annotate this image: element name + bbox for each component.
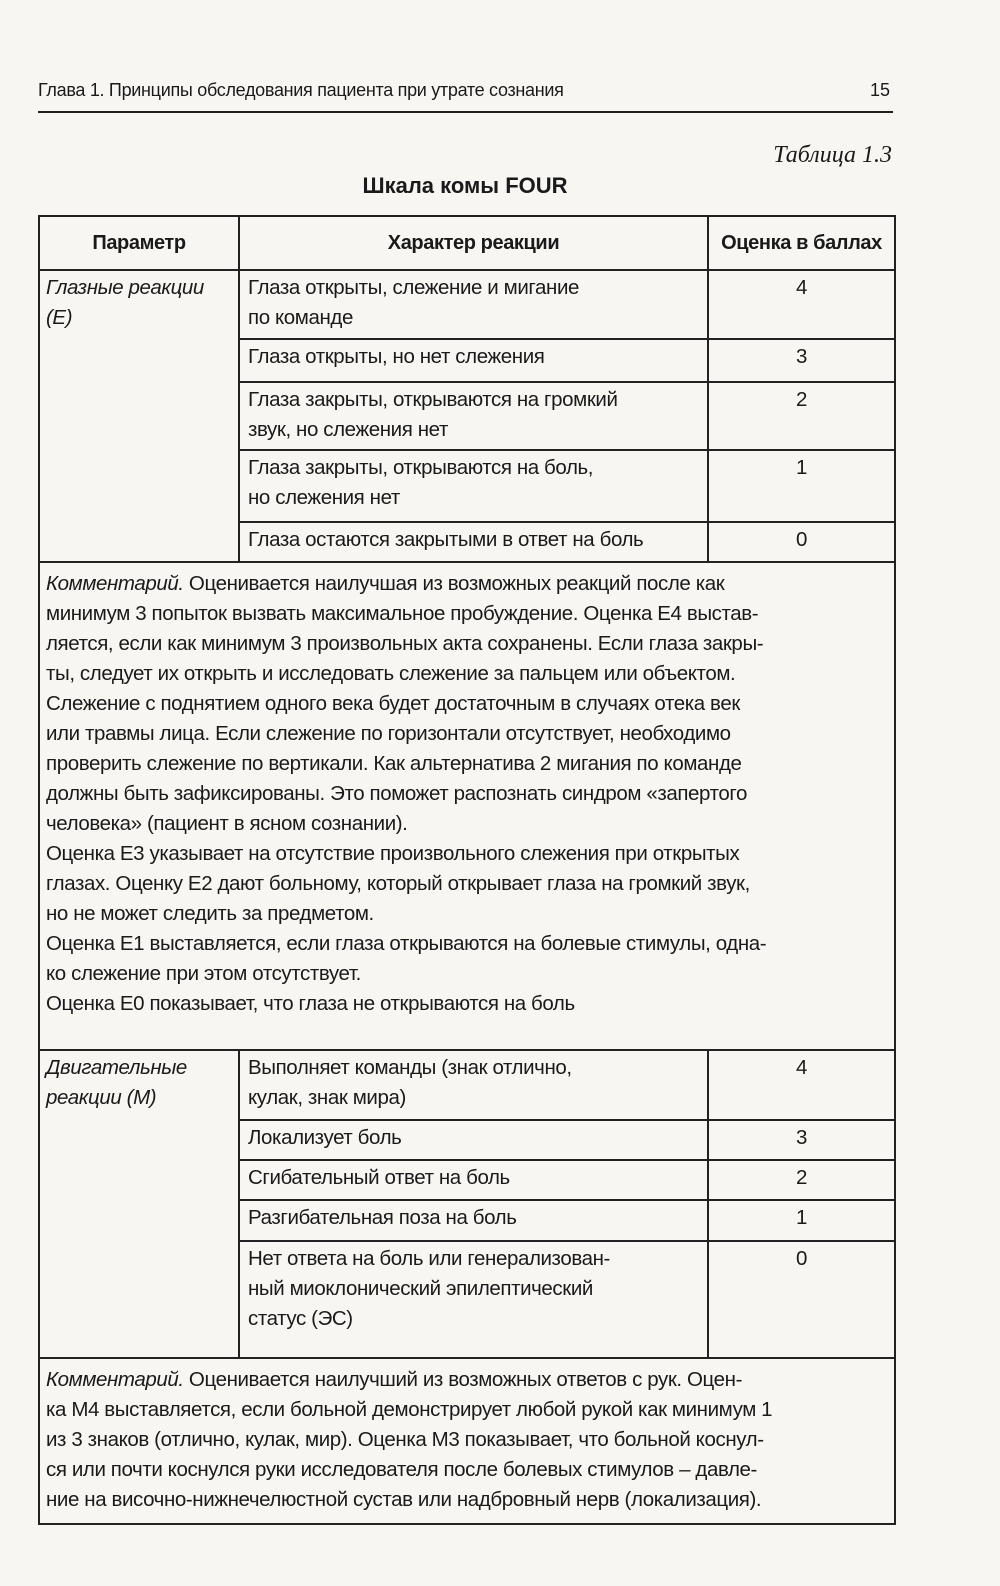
comment-text: глазах. Оценку E2 дают больному, который открывает глаза на громкий звук,	[46, 872, 750, 895]
score-cell: 4	[708, 1050, 895, 1120]
page-number: 15	[870, 80, 891, 100]
reaction-cell	[239, 1241, 708, 1358]
comment-text: ся или почти коснулся руки исследователя после болевых стимулов – давле-	[46, 1458, 757, 1481]
reaction-cell	[239, 382, 708, 450]
comment-row	[39, 1358, 895, 1524]
reaction-text: Глаза остаются закрытыми в ответ на боль	[248, 528, 644, 551]
score-cell: 0	[708, 522, 895, 562]
reaction-text: Нет ответа на боль или генерализован-	[248, 1247, 610, 1270]
reaction-text: Локализует боль	[248, 1126, 402, 1149]
comment-row	[39, 562, 895, 1050]
parameter-cell	[39, 1050, 239, 1358]
reaction-text: Глаза закрыты, открываются на громкий	[248, 388, 618, 411]
chapter-header: Глава 1. Принципы обследования пациента при утрате сознания	[38, 80, 564, 100]
score-cell: 1	[708, 450, 895, 522]
comment-text: проверить слежение по вертикали. Как альтернатива 2 мигания по команде	[46, 752, 742, 775]
reaction-text: Сгибательный ответ на боль	[248, 1166, 510, 1189]
reaction-text: Глаза открыты, но нет слежения	[248, 345, 545, 368]
reaction-text: Разгибательная поза на боль	[248, 1206, 517, 1229]
comment-text: Оценивается наилучший из возможных ответов с рук. Оцен-	[183, 1368, 743, 1391]
reaction-text: кулак, знак мира)	[248, 1086, 406, 1109]
table-row	[39, 1050, 895, 1120]
reaction-text: но слежения нет	[248, 486, 400, 509]
reaction-text: звук, но слежения нет	[248, 418, 448, 441]
table-label: Таблица 1.3	[773, 142, 892, 168]
comment-cell	[39, 1358, 895, 1524]
comment-text: Оценка E0 показывает, что глаза не открываются на боль	[46, 992, 575, 1015]
parameter-label: реакции (M)	[46, 1086, 157, 1109]
comment-text: человека» (пациент в ясном сознании).	[46, 812, 408, 835]
comment-text: ты, следует их открыть и исследовать слежение за пальцем или объектом.	[46, 662, 736, 685]
parameter-label: Глазные реакции	[46, 276, 204, 299]
score-cell: 1	[708, 1200, 895, 1241]
parameter-label: Двигательные	[46, 1056, 187, 1079]
column-header: Параметр	[39, 216, 239, 270]
comment-text: Оценивается наилучшая из возможных реакций после как	[183, 572, 725, 595]
reaction-cell	[239, 1200, 708, 1241]
score-cell: 3	[708, 1120, 895, 1160]
reaction-text: по команде	[248, 306, 353, 329]
parameter-cell	[39, 270, 239, 562]
reaction-cell	[239, 522, 708, 562]
comment-text: ние на височно-нижнечелюстной сустав или надбровный нерв (локализация).	[46, 1488, 762, 1511]
table-row	[39, 270, 895, 339]
header-rule	[38, 111, 893, 113]
score-cell: 0	[708, 1241, 895, 1358]
comment-text: Слежение с поднятием одного века будет достаточным в случаях отека век	[46, 692, 740, 715]
comment-cell	[39, 562, 895, 1050]
comment-text: должны быть зафиксированы. Это поможет распознать синдром «запертого	[46, 782, 747, 805]
comment-text: из 3 знаков (отлично, кулак, мир). Оценка M3 показывает, что больной коснул-	[46, 1428, 764, 1451]
column-header: Оценка в баллах	[708, 216, 895, 270]
reaction-text: Глаза открыты, слежение и мигание	[248, 276, 579, 299]
table-header-row	[39, 216, 895, 270]
table-title: Шкала комы FOUR	[362, 173, 568, 198]
score-cell: 3	[708, 339, 895, 382]
comment-text: но не может следить за предметом.	[46, 902, 374, 925]
comment-text: ка M4 выставляется, если больной демонстрирует любой рукой как минимум 1	[46, 1398, 773, 1421]
reaction-cell	[239, 1160, 708, 1200]
comment-text: ляется, если как минимум 3 произвольных акта сохранены. Если глаза закры-	[46, 632, 764, 655]
reaction-text: Выполняет команды (знак отлично,	[248, 1056, 572, 1079]
reaction-cell	[239, 1120, 708, 1160]
reaction-text: ный миоклонический эпилептический	[248, 1277, 593, 1300]
reaction-text: статус (ЭС)	[248, 1307, 353, 1330]
four-scale-table	[38, 215, 896, 1525]
reaction-cell	[239, 270, 708, 339]
reaction-cell	[239, 339, 708, 382]
comment-text: Оценка E3 указывает на отсутствие произвольного слежения при открытых	[46, 842, 740, 865]
comment-label: Комментарий.	[46, 572, 184, 595]
parameter-label: (E)	[46, 306, 73, 329]
reaction-cell	[239, 1050, 708, 1120]
comment-text: Оценка E1 выставляется, если глаза открываются на болевые стимулы, одна-	[46, 932, 767, 955]
score-cell: 2	[708, 382, 895, 450]
comment-label: Комментарий.	[46, 1368, 184, 1391]
comment-text: или травмы лица. Если слежение по горизонтали отсутствует, необходимо	[46, 722, 731, 745]
reaction-cell	[239, 450, 708, 522]
score-cell: 2	[708, 1160, 895, 1200]
comment-text: минимум 3 попыток вызвать максимальное пробуждение. Оценка E4 выстав-	[46, 602, 759, 625]
score-cell: 4	[708, 270, 895, 339]
comment-text: ко слежение при этом отсутствует.	[46, 962, 361, 985]
column-header: Характер реакции	[239, 216, 708, 270]
reaction-text: Глаза закрыты, открываются на боль,	[248, 456, 594, 479]
